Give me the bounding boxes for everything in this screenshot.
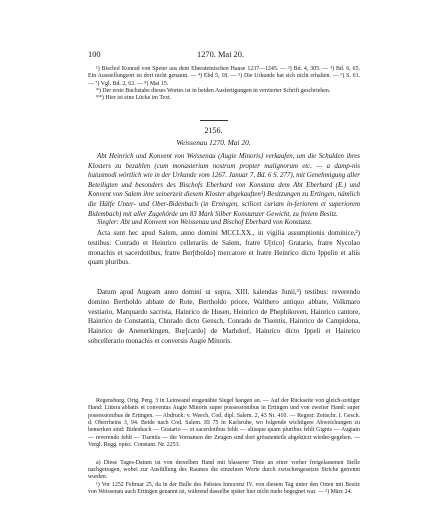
divider — [200, 120, 228, 121]
critical-apparatus — [88, 398, 360, 449]
regest-text: Abt Heinrich und Konvent von Weissenau (Augie Minoris) verkaufen, um die Schulden ihres Klosters zu bezahlen (cum monasterium nostrum propter malignorum etc. — a damp-nis huiusmodi wörtlich wie in der Urkunde vom 1267. Januar 7, Bd. 6 S. 277), mit Genehmigung aller Beteiligten und besonders des Bischofs Eberhard von Konstanz dem Abt Eberhard (E.) und Konvent von Salem ihre seinerzeit diesem Kloster abgekauften¹) Besitzungen zu Ertingen, nämlich die Hälfe Unter- und Ober-Bidenbach (in Erningen, scilicet curiam in-feriorem et superiorem Bidembach) mit aller Zugehörde um 83 Mark Silber Konstanzer Gewicht, zu freiem Besitz. — [88, 153, 360, 218]
page-header — [88, 50, 353, 62]
footnotes-top — [88, 66, 360, 102]
footnote: **) Hier ist eine Lücke im Text. — [96, 95, 172, 101]
regest-paragraph — [88, 152, 360, 219]
page-number: 100 — [88, 50, 101, 59]
running-title: 1270. Mai 20. — [197, 50, 244, 59]
footnotes-bottom — [88, 460, 360, 496]
apparatus-text: Regensburg. Orig. Perg. 3 in Leinwand eingenähte Siegel hangen an. — Auf der Rückseite von gleich-zeitiger Hand: Littera abbatis et conventus Augie Minoris super possessionibus in Ertingen und von zweiter Hand: super possessionibus de Ertingen. — Abdruck: v. Weech, Cod. dipl. Salem. 2, 43 Nr. 410. — Regest: Zeitschr. f. Gesch. d. Oberrheins 3, 94. Beide nach Cod. Salem. III 75 in Karlsruhe, wo folgende wichtigere Abweichungen zu bemerken sind: Bidenbach — Gratario — et sacerdotibus fehlt — aliisque quam pluribus fehlt Gignis — Augiam — reverendo fehlt — Tisentis — die Vornamen der Zeugen sind dort grösstenteils abgekürzt wieder-gegeben. — Vergl. Regg. episc. Constant. Nr. 2253. — [88, 398, 360, 449]
document-number: 2156. — [204, 126, 223, 135]
charter-paragraph: Acta sunt hec apud Salem, anno domini MCCLXX., in vigilia assumptionis dominice,²) testibus: Conrado et Heinrico cellerariis de Salem, fratre U[rico] Gratario, fratre Nycolao monachis et sacerdotibus, fratre Ber[tholdo] mercatore et fratre Heinrico dicto Ippelin et aliis quam pluribus. — [88, 229, 360, 267]
footnote: ¹) Bischof Konrad von Speier aus dem Eberateinischen Hause 1237—1245. — ²) Bd. 4, 305. — ³) Bd. 6, 65. Ein Ausstellungsort ist dort nicht genannt. — ⁴) Ebd 5, 18. — ⁵) Die Urkunde hat sich nicht erhalten. — ⁶) S. 61. — ⁷) Vgl. Bd. 2, 63. — ⁸) Mai 15. — [88, 66, 360, 87]
document-place-date: Weissenau 1270. Mai 20. — [176, 138, 251, 147]
charter-text-part1 — [88, 229, 360, 268]
footnote: a) Diese Tages-Datum ist von derselben Hand mit blasserer Tinte an einer vorher freigelassenen Stelle nachgetragen, wobei zur Ausfüllung des Raumes die einzelnen Worte durch zwischengesetzte Striche getrennt wurden. — [88, 460, 360, 481]
footnote: ¹) Vor 1252 Februar 25, da in der Bulle des Pabstes Innocenz IV. von diesem Tag unter den Orten mit Besitz von Weissenau auch Ertingen genannt ist, während dasselbe später hier nicht mehr begegnet war. — ²) März 24. — [88, 481, 360, 495]
footnote: *) Der erste Buchstabe dieses Wortes ist in beiden Ausfertigungen in verzierter Schrift geschrieben. — [96, 87, 331, 94]
sealer-line: Siegler: Abt und Konvent von Weissenau und Bischof Eberhard von Konstanz. — [97, 219, 312, 226]
charter-text-part2 — [88, 288, 360, 347]
charter-paragraph: Datum apud Augeam anno domini ut supra, XIII. kalendas Junii,³) testibus: reverendo domino Bertholdo abbate de Rote, Bertholdo priore, Walthero antiquo abbate, Volkmaro vestiario, Marquardo sacrista, Hainrico de Husen, Heinrico de Phephikoven, Hainrico cantore, Hainrico de Constantia, Chnrado dicto Gensch, Conrado de Tisentis, Hainrico de Campidona, Hainrico de Anenerkingen, Bur[cardo] de Marhdorf, Hainrico dicto Ippeli et Hainrico sobcellerario monachis et conversis Augie Minoris. — [88, 288, 360, 345]
